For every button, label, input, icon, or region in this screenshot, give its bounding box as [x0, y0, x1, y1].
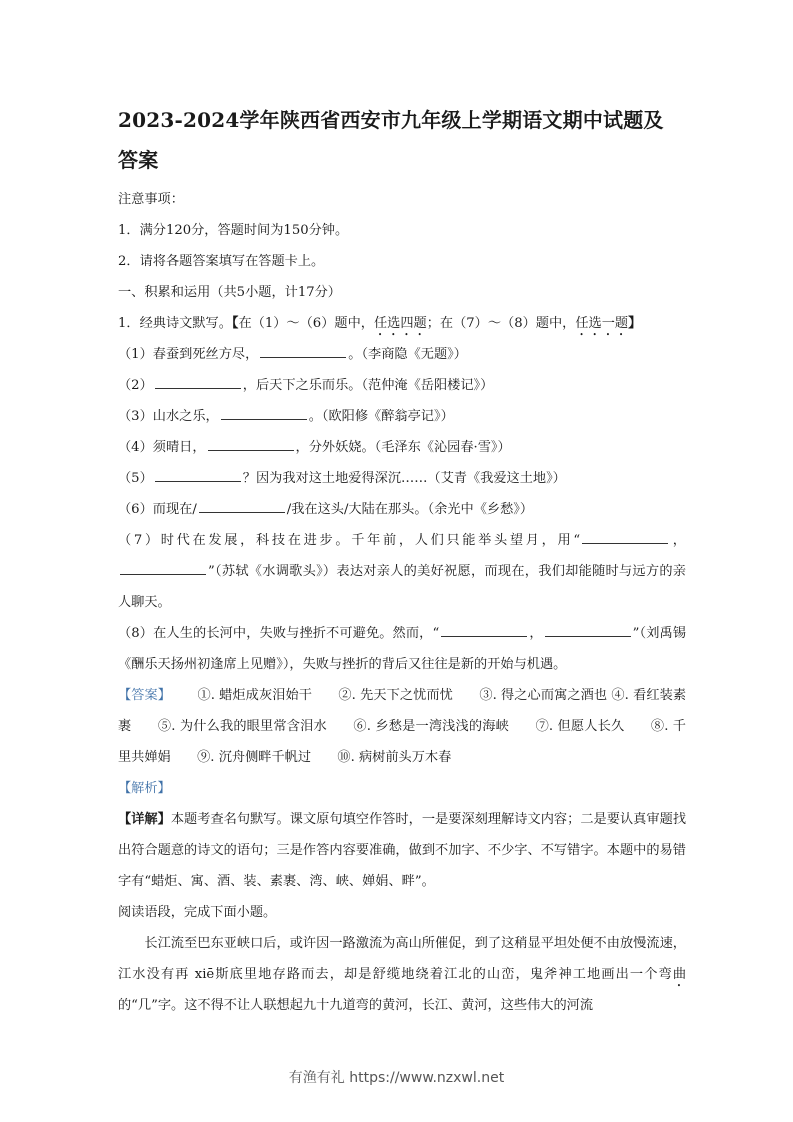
answer-item: ⑧. 千里共婵娟 [118, 719, 686, 765]
notice-item: 1．满分120分，答题时间为150分钟。 [118, 223, 349, 238]
footer-watermark: 有渔有礼 https://www.nzxwl.net [288, 1070, 505, 1086]
answer-label: 【答案】 [118, 688, 172, 703]
answer-blank [221, 407, 307, 420]
notice-heading: 注意事项： [118, 192, 184, 207]
answer-item: ⑥. 乡愁是一湾浅浅的海峡 [353, 719, 510, 734]
emphasis-choose-four: 任选四题 [373, 316, 427, 331]
answer-item: ④. 看红装素裹 [118, 688, 687, 734]
answer-blank [155, 469, 241, 482]
question-item-6: （6）而现在/ /我在这头/大陆在那头。（余光中《乡愁》） [118, 502, 534, 517]
document-page [118, 100, 686, 1021]
question-item-1: （1）春蚕到死丝方尽， 。（李商隐《无题》） [118, 347, 467, 362]
question-item-7: （7）时代在发展，科技在进步。千年前，人们只能举头望月，用“ ，”（苏轼《水调歌头》）表达对亲人的美好祝愿，而现在，我们却能随时与远方的亲人聊天。 [118, 533, 686, 610]
analysis-detail: 【详解】本题考查名句默写。课文原句填空作答时，一是要深刻理解诗文内容；二是要认真审题找出符合题意的诗文的语句；三是作答内容要准确，做到不加字、不少字、不写错字。本题中的易错字有“蜡炬、寓、酒、装、素裹、湾、峡、婵娟、畔”。 [118, 812, 687, 889]
question-item-4: （4）须晴日， ，分外妖娆。（毛泽东《沁园春·雪》） [118, 440, 511, 455]
reading-instruction: 阅读语段，完成下面小题。 [118, 905, 277, 920]
question-item-2: （2） ，后天下之乐而乐。（范仲淹《岳阳楼记》） [118, 378, 494, 393]
answer-blank [582, 531, 668, 544]
document-title [118, 100, 686, 180]
answer-blank [199, 500, 285, 513]
title-line-2: 答案 [118, 148, 159, 172]
answer-item: ③. 得之心而寓之酒也 [479, 688, 608, 703]
answer-blank [155, 376, 241, 389]
answer-item: ②. 先天下之忧而忧 [338, 688, 453, 703]
question-item-8: （8）在人生的长河中，失败与挫折不可避免。然而，“ ， ”（刘禹锡《酬乐天扬州初逢席上见赠》），失败与挫折的背后又往往是新的开始与机遇。 [118, 626, 686, 672]
answer-blank [545, 624, 631, 637]
question-item-3: （3）山水之乐， 。（欧阳修《醉翁亭记》） [118, 409, 454, 424]
emphasis-choose-one: 任选一题 [575, 316, 629, 331]
answer-block [118, 680, 686, 773]
question-item-5: （5） ？因为我对这土地爱得深沉……（艾青《我爱这土地》） [118, 471, 566, 486]
analysis-label: 【解析】 [118, 781, 171, 796]
answer-blank [208, 438, 294, 451]
answer-item: ⑤. 为什么我的眼里常含泪水 [157, 719, 327, 734]
answer-item: ⑦. 但愿人长久 [535, 719, 625, 734]
answer-item: ⑨. 沉舟侧畔千帆过 [197, 750, 312, 765]
answer-item: ⑩. 病树前头万木春 [337, 750, 452, 765]
answer-blank [441, 624, 527, 637]
notice-item: 2．请将各题答案填写在答题卡上。 [118, 254, 325, 269]
answer-blank [260, 345, 346, 358]
answer-blank [120, 562, 206, 575]
question-1-intro: 1．经典诗文默写。【在（1）～（6）题中，任选四题；在（7）～（8）题中，任选一题】 [118, 316, 642, 331]
reading-passage: 长江流至巴东亚峡口后，或许因一路激流为高山所催促，到了这稍显平坦处便不由放慢流速，江水没有再 xiē斯底里地存路而去，却是舒缆地绕着江北的山峦，鬼斧神工地画出一个弯曲的“几”字。这不得不让人联想起九十九道弯的黄河，长江、黄河，这些伟大的河流 [118, 936, 686, 1013]
title-line-1: 2023-2024学年陕西省西安市九年级上学期语文期中试题及 [118, 108, 664, 132]
answer-item: ①. 蜡炬成灰泪始干 [197, 688, 312, 703]
section-heading: 一、积累和运用（共5小题，计17分） [118, 285, 341, 300]
